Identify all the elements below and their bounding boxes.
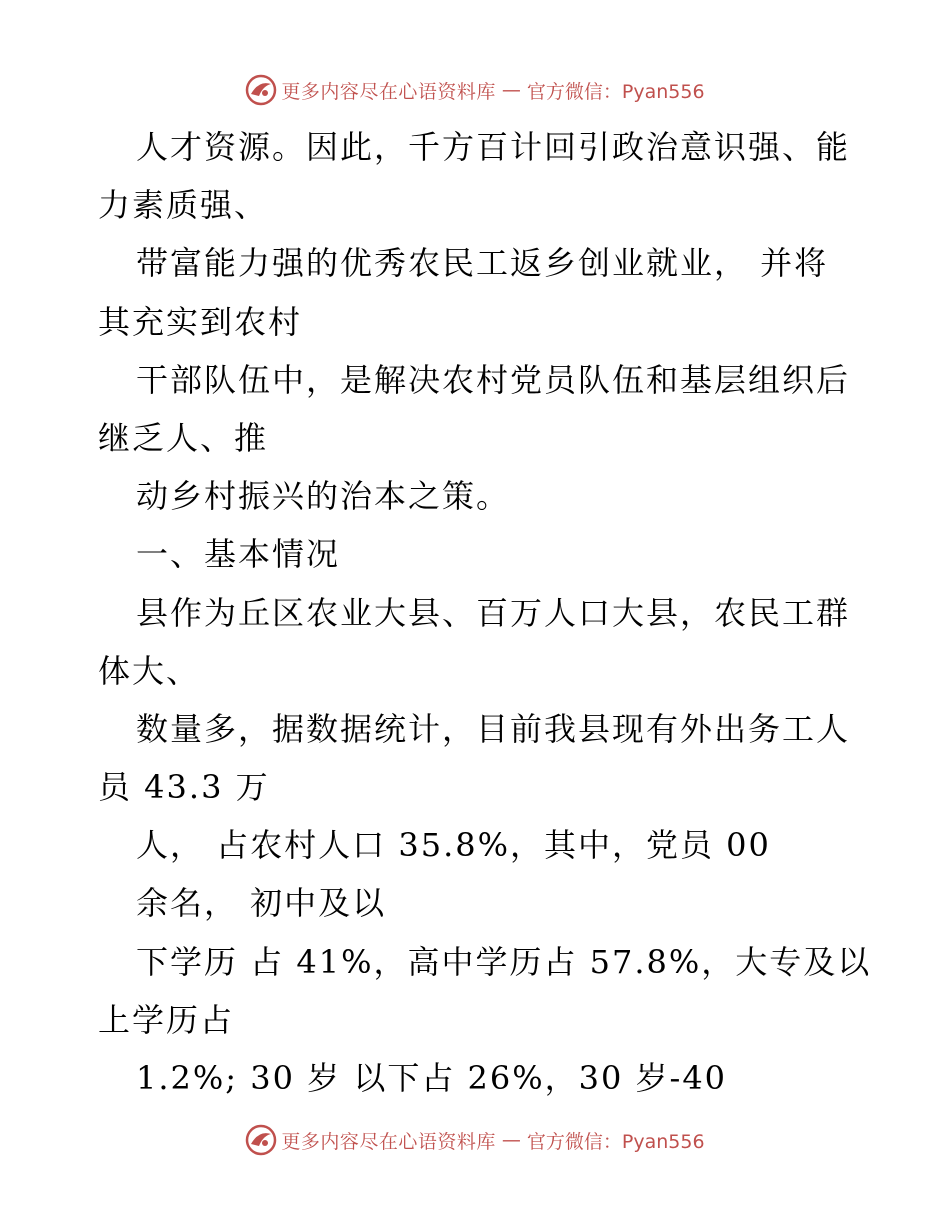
text-line: 体大、 — [98, 651, 201, 690]
watermark-brand-text: 更多内容尽在心语资料库 — [281, 1130, 496, 1153]
watermark-brand-text: 更多内容尽在心语资料库 — [281, 80, 496, 103]
watermark-wechat-text: 官方微信：Pyan556 — [526, 80, 705, 103]
text-line: 力素质强、 — [98, 186, 269, 225]
watermark-separator: — — [501, 79, 521, 101]
text-line: 人才资源。因此，千方百计回引政治意识强、能 — [136, 128, 851, 166]
text-line: 继乏人、推 — [98, 418, 269, 457]
text-line: 人， 占农村人口 35.8%，其中，党员 00 — [136, 826, 771, 865]
text-line: 带富能力强的优秀农民工返乡创业就业， 并将 — [136, 244, 829, 283]
watermark-separator: — — [501, 1129, 521, 1151]
text-line: 1.2%; 30 岁 以下占 26%，30 岁-40 — [136, 1059, 728, 1097]
brand-logo-icon — [245, 74, 277, 106]
text-line: 动乡村振兴的治本之策。 — [136, 477, 511, 516]
text-line: 一、基本情况 — [136, 535, 341, 574]
text-line: 其充实到农村 — [98, 302, 303, 341]
text-line: 余名， 初中及以 — [136, 884, 387, 923]
text-line: 员 43.3 万 — [98, 768, 270, 807]
document-body — [98, 118, 872, 1107]
text-line: 下学历 占 41%，高中学历占 57.8%，大专及以 — [136, 942, 872, 981]
watermark-wechat-text: 官方微信：Pyan556 — [526, 1130, 705, 1153]
brand-logo-icon — [245, 1124, 277, 1156]
text-line: 数量多，据数据统计，目前我县现有外出务工人 — [136, 709, 851, 748]
footer-watermark — [0, 1120, 950, 1160]
text-line: 县作为丘区农业大县、百万人口大县，农民工群 — [136, 593, 851, 632]
text-line: 干部队伍中，是解决农村党员队伍和基层组织后 — [136, 360, 851, 399]
header-watermark — [0, 70, 950, 110]
text-line: 上学历占 — [98, 1000, 235, 1039]
